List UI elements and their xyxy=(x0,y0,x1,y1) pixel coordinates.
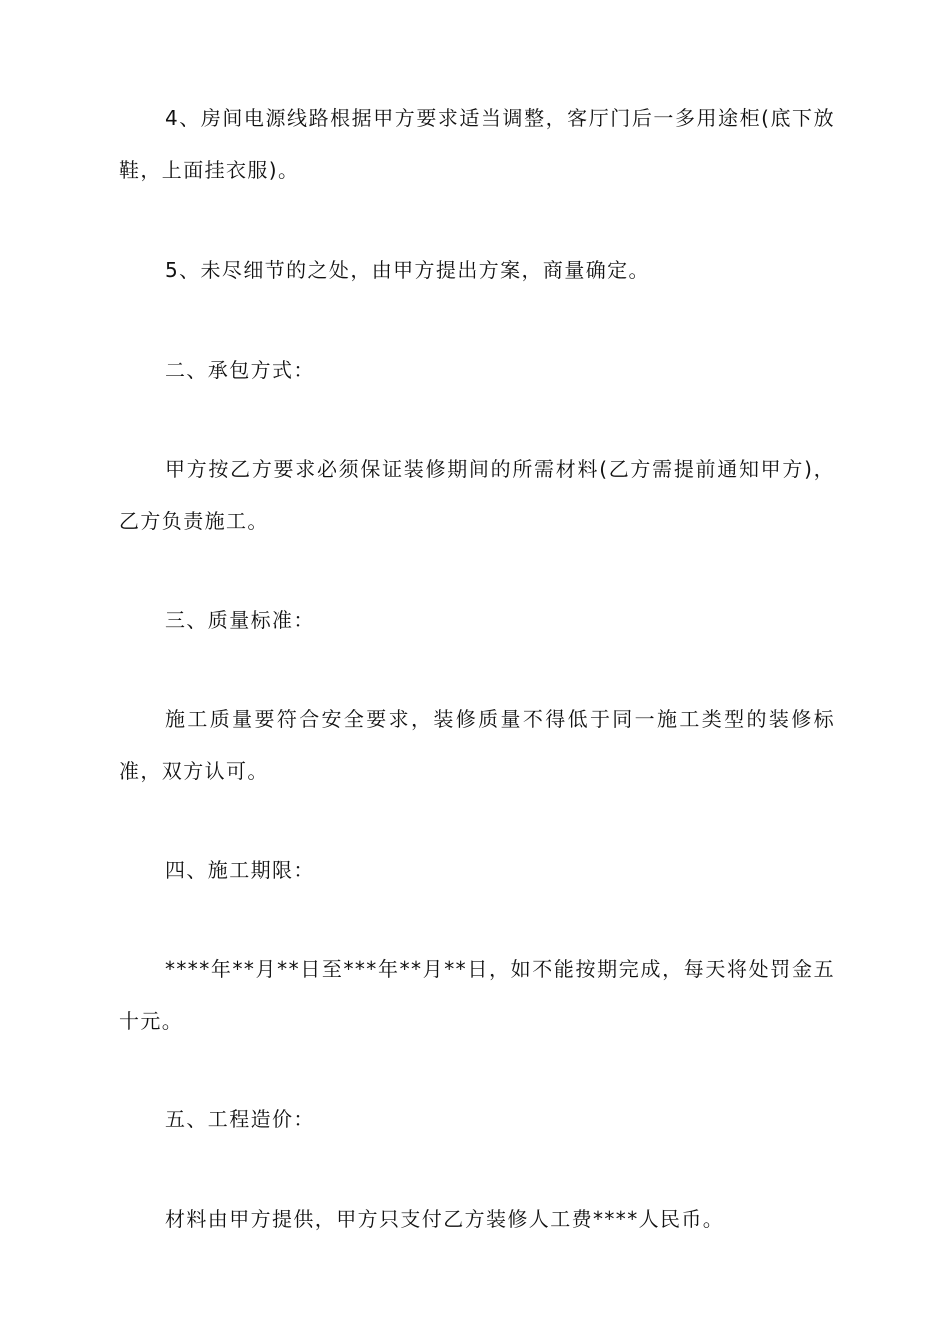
heading-construction-period: 四、施工期限： xyxy=(165,858,315,882)
heading-project-cost: 五、工程造价： xyxy=(165,1107,315,1131)
project-cost-text: 材料由甲方提供，甲方只支付乙方装修人工费****人民币。 xyxy=(165,1207,725,1231)
heading-contract-method: 二、承包方式： xyxy=(165,358,315,382)
contract-method-text: 甲方按乙方要求必须保证装修期间的所需材料(乙方需提前通知甲方)，乙方负责施工。 xyxy=(119,457,835,533)
quality-standard-text: 施工质量要符合安全要求，装修质量不得低于同一施工类型的装修标准，双方认可。 xyxy=(119,707,835,783)
clause-4-power-lines: 4、房间电源线路根据甲方要求适当调整，客厅门后一多用途柜(底下放鞋，上面挂衣服)。 xyxy=(119,106,835,182)
clause-5-unfinished-details: 5、未尽细节的之处，由甲方提出方案，商量确定。 xyxy=(165,258,650,282)
heading-quality-standard: 三、质量标准： xyxy=(165,608,315,632)
construction-period-text: ****年**月**日至***年**月**日，如不能按期完成，每天将处罚金五十元。 xyxy=(119,957,835,1033)
